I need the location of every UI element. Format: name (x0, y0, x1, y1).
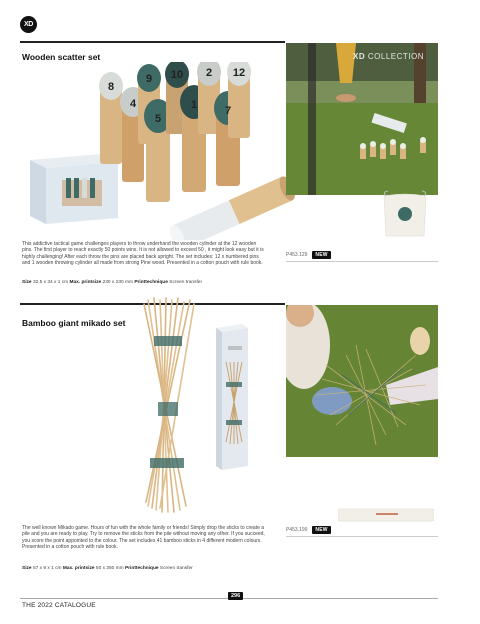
cotton-pouch-image (380, 190, 430, 240)
sku-divider (286, 261, 438, 262)
mikado-lifestyle-photo (286, 305, 438, 457)
collection-watermark: XD COLLECTION (353, 52, 424, 61)
page-number: 296 (228, 592, 243, 600)
mikado-box-image (212, 322, 254, 472)
product-description-mikado: The well known Mikado game. Hours of fun with the whole family or friends! Simply drop the sticks to create a pile and you are ready to play. Try to remove the sticks from the pile without moving any other. If you succeed, you score the point appointed to the colour. The set includes 41 bamboo sticks in 4 different modern colours. Presented in a cotton pouch with rule book. (22, 525, 265, 550)
sku-row-scatter (286, 251, 331, 259)
product-title-mikado: Bamboo giant mikado set (22, 318, 126, 328)
scatter-box-image (30, 154, 118, 224)
sku-code: P453.129 (286, 252, 308, 258)
new-badge: NEW (312, 251, 330, 259)
pin-number: 9 (145, 73, 153, 85)
pin-number: 2 (205, 67, 213, 79)
pin-number: 8 (107, 81, 115, 93)
pins-group (99, 62, 251, 202)
pin-number: 5 (154, 113, 162, 125)
mikado-sticks-image (140, 296, 200, 516)
scatter-lifestyle-photo (286, 43, 438, 195)
catalogue-title: THE 2022 CATALOGUE (22, 602, 96, 609)
pin-number: 12 (232, 67, 246, 79)
product-title-scatter: Wooden scatter set (22, 52, 101, 62)
product-specs-mikado: Size 57 x 9 x 1 cm Max. printsize 50 x 350 mm Printtechnique Screen transfer (22, 566, 193, 571)
product-specs-scatter: Size 32,5 x 34 x 1 cm Max. printsize 230 x 230 mm Printtechnique Screen transfer (22, 280, 203, 285)
pin-number: 4 (129, 98, 137, 110)
pin-number: 1 (190, 99, 198, 111)
scatter-set-image (22, 62, 302, 240)
brand-logo: XD (20, 16, 37, 33)
header-rule (20, 41, 285, 43)
sku-divider (286, 536, 438, 537)
sku-row-mikado (286, 526, 331, 534)
pin-number: 7 (224, 105, 232, 117)
sku-code: P453.199 (286, 527, 308, 533)
product-description-scatter: This addictive tactical game challenges players to throw underhand the wooden cylinder at the 12 wooden pins. The first player to reach exactly 50 points wins. It is not allowed to exceed 50 , it might look easy but it is highly challenging! After each throw the pins are placed back upright. The set includes: 12 x numbered pins and 1 wooden throwing cylinder all made from strong Pine wood. Presented in a cotton pouch with rule book. (22, 241, 264, 266)
mikado-pouch-image (338, 508, 434, 522)
pin-number: 10 (170, 69, 184, 81)
new-badge: NEW (312, 526, 330, 534)
